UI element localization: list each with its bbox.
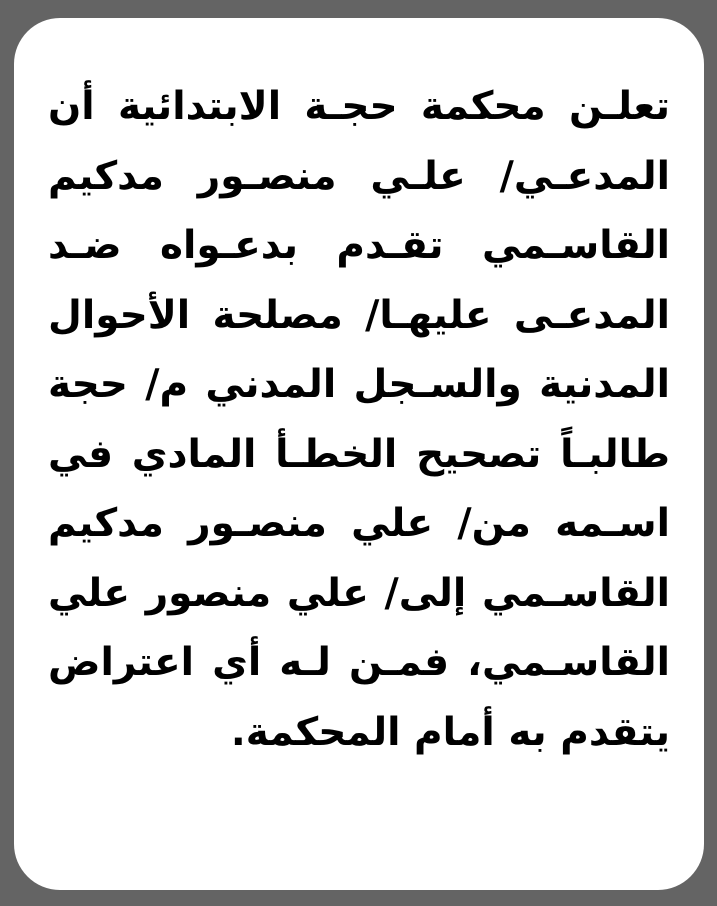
notice-line: المدعـي/ علـي منصـور مدكيم: [48, 153, 670, 199]
court-notice-box: [14, 18, 704, 890]
notice-line: القاسـمي تقـدم بدعـواه ضـد: [48, 223, 670, 268]
notice-line: المدعـى عليهـا/ مصلحة الأحوال: [48, 292, 670, 338]
notice-line: القاسـمي إلى/ علي منصور علي: [48, 570, 670, 616]
notice-line: تعلـن محكمة حجـة الابتدائية أن: [48, 84, 670, 129]
notice-line: القاسـمي، فمـن لـه أي اعتراض: [48, 640, 670, 685]
notice-line: طالبـاً تصحيح الخطـأ المادي في: [48, 431, 670, 477]
notice-line: اسـمه من/ علي منصـور مدكيم: [48, 501, 670, 546]
notice-line: يتقدم به أمام المحكمة.: [230, 709, 670, 755]
notice-line: المدنية والسـجل المدني م/ حجة: [48, 362, 670, 407]
